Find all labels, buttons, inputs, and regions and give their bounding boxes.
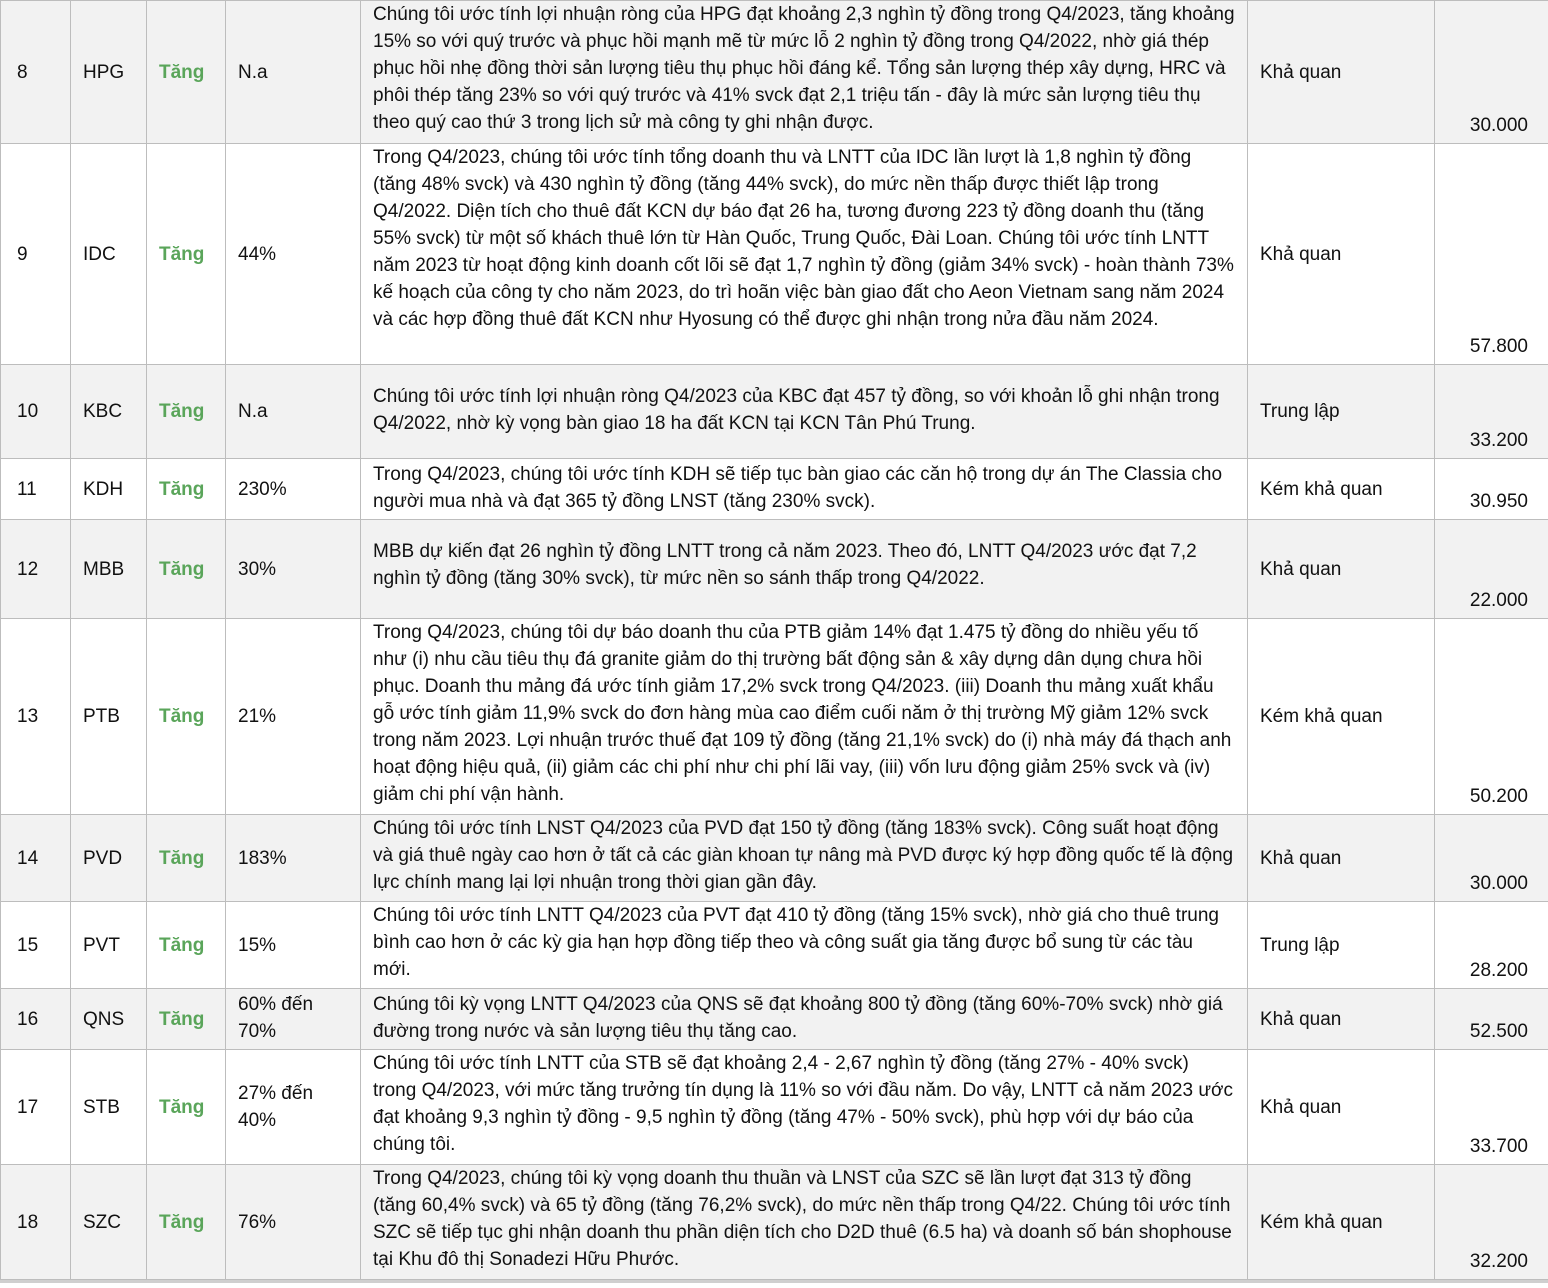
ticker-cell: QNS bbox=[71, 989, 147, 1050]
rating-cell: Khả quan bbox=[1248, 815, 1435, 902]
price-cell: 30.000 bbox=[1435, 815, 1548, 902]
ticker-cell: PVT bbox=[71, 902, 147, 989]
ticker-cell: KDH bbox=[71, 459, 147, 520]
rating-cell: Trung lập bbox=[1248, 902, 1435, 989]
row-number: 16 bbox=[1, 989, 71, 1050]
trend-cell: Tăng bbox=[147, 365, 226, 459]
price-cell: 33.200 bbox=[1435, 365, 1548, 459]
rating-cell: Khả quan bbox=[1248, 144, 1435, 365]
row-number: 15 bbox=[1, 902, 71, 989]
trend-cell: Tăng bbox=[147, 989, 226, 1050]
trend-cell: Tăng bbox=[147, 144, 226, 365]
row-number: 17 bbox=[1, 1050, 71, 1165]
rating-cell: Kém khả quan bbox=[1248, 459, 1435, 520]
growth-cell: 183% bbox=[226, 815, 361, 902]
ticker-cell: PVD bbox=[71, 815, 147, 902]
table-row bbox=[1, 902, 1548, 989]
trend-cell: Tăng bbox=[147, 619, 226, 815]
table-row bbox=[1, 815, 1548, 902]
ticker-cell: HPG bbox=[71, 1, 147, 144]
growth-cell: 76% bbox=[226, 1165, 361, 1280]
price-cell: 22.000 bbox=[1435, 520, 1548, 619]
table-row bbox=[1, 520, 1548, 619]
table-row bbox=[1, 1050, 1548, 1165]
price-cell: 28.200 bbox=[1435, 902, 1548, 989]
description-cell: Trong Q4/2023, chúng tôi ước tính KDH sẽ tiếp tục bàn giao các căn hộ trong dự án The Classia cho người mua nhà và đạt 365 tỷ đồng LNST (tăng 230% svck). bbox=[361, 459, 1248, 520]
description-cell: Chúng tôi ước tính lợi nhuận ròng Q4/2023 của KBC đạt 457 tỷ đồng, so với khoản lỗ ghi nhận trong Q4/2022, nhờ kỳ vọng bàn giao 18 ha đất KCN tại KCN Tân Phú Trung. bbox=[361, 365, 1248, 459]
trend-cell: Tăng bbox=[147, 1050, 226, 1165]
trend-cell: Tăng bbox=[147, 520, 226, 619]
growth-cell: N.a bbox=[226, 1, 361, 144]
growth-cell: 60% đến 70% bbox=[226, 989, 361, 1050]
row-number: 10 bbox=[1, 365, 71, 459]
rating-cell: Kém khả quan bbox=[1248, 619, 1435, 815]
growth-cell: 44% bbox=[226, 144, 361, 365]
ticker-cell: IDC bbox=[71, 144, 147, 365]
price-cell: 50.200 bbox=[1435, 619, 1548, 815]
table-row bbox=[1, 1, 1548, 144]
ticker-cell: STB bbox=[71, 1050, 147, 1165]
table-row bbox=[1, 365, 1548, 459]
description-cell: Chúng tôi ước tính LNST Q4/2023 của PVD đạt 150 tỷ đồng (tăng 183% svck). Công suất hoạt động và giá thuê ngày cao hơn ở tất cả các giàn khoan tự nâng mà PVD được ký hợp đồng quốc tế là động lực chính mang lại lợi nhuận trong thời gian gần đây. bbox=[361, 815, 1248, 902]
description-cell: Chúng tôi ước tính lợi nhuận ròng của HPG đạt khoảng 2,3 nghìn tỷ đồng trong Q4/2023, tăng khoảng 15% so với quý trước và phục hồi mạnh mẽ từ mức lỗ 2 nghìn tỷ đồng trong Q4/2022, nhờ giá thép phục hồi nhẹ đồng thời sản lượng tiêu thụ phục hồi đáng kể. Tổng sản lượng thép xây dựng, HRC và phôi thép tăng 23% so với quý trước và 41% svck đạt 2,1 triệu tấn - đây là mức sản lượng tiêu thụ theo quý cao thứ 3 trong lịch sử mà công ty ghi nhận được. bbox=[361, 1, 1248, 144]
row-number: 14 bbox=[1, 815, 71, 902]
price-cell: 33.700 bbox=[1435, 1050, 1548, 1165]
row-number: 18 bbox=[1, 1165, 71, 1280]
ticker-cell: SZC bbox=[71, 1165, 147, 1280]
table-row bbox=[1, 459, 1548, 520]
table-row bbox=[1, 144, 1548, 365]
table-row bbox=[1, 619, 1548, 815]
growth-cell: N.a bbox=[226, 365, 361, 459]
rating-cell: Khả quan bbox=[1248, 1, 1435, 144]
row-number: 13 bbox=[1, 619, 71, 815]
row-separator bbox=[0, 1280, 1548, 1283]
growth-cell: 15% bbox=[226, 902, 361, 989]
description-cell: Chúng tôi ước tính LNTT Q4/2023 của PVT đạt 410 tỷ đồng (tăng 15% svck), nhờ giá cho thuê trung bình cao hơn ở các kỳ gia hạn hợp đồng tiếp theo và công suất gia tăng được bổ sung từ các tàu mới. bbox=[361, 902, 1248, 989]
ticker-cell: PTB bbox=[71, 619, 147, 815]
trend-cell: Tăng bbox=[147, 1, 226, 144]
description-cell: Chúng tôi kỳ vọng LNTT Q4/2023 của QNS sẽ đạt khoảng 800 tỷ đồng (tăng 60%-70% svck) nhờ giá đường trong nước và sản lượng tiêu thụ tăng cao. bbox=[361, 989, 1248, 1050]
rating-cell: Khả quan bbox=[1248, 1050, 1435, 1165]
description-cell: Trong Q4/2023, chúng tôi dự báo doanh thu của PTB giảm 14% đạt 1.475 tỷ đồng do nhiều yếu tố như (i) nhu cầu tiêu thụ đá granite giảm do thị trường bất động sản & xây dựng dân dụng chưa hồi phục. Doanh thu mảng đá ước tính giảm 17,2% svck trong Q4/2023. (iii) Doanh thu mảng xuất khẩu gỗ ước tính giảm 11,9% svck do đơn hàng mùa cao điểm cuối năm ở thị trường Mỹ giảm 12% svck trong năm 2023. Lợi nhuận trước thuế đạt 109 tỷ đồng (tăng 21,1% svck) do (i) nhà máy đá thạch anh hoạt động hiệu quả, (ii) giảm các chi phí như chi phí lãi vay, (iii) vốn lưu động giảm 25% svck và (iv) giảm chi phí vận hành. bbox=[361, 619, 1248, 815]
growth-cell: 27% đến 40% bbox=[226, 1050, 361, 1165]
trend-cell: Tăng bbox=[147, 815, 226, 902]
growth-cell: 230% bbox=[226, 459, 361, 520]
row-number: 11 bbox=[1, 459, 71, 520]
price-cell: 32.200 bbox=[1435, 1165, 1548, 1280]
price-cell: 52.500 bbox=[1435, 989, 1548, 1050]
ticker-cell: KBC bbox=[71, 365, 147, 459]
growth-cell: 21% bbox=[226, 619, 361, 815]
description-cell: Trong Q4/2023, chúng tôi ước tính tổng doanh thu và LNTT của IDC lần lượt là 1,8 nghìn tỷ đồng (tăng 48% svck) và 430 nghìn tỷ đồng (tăng 44% svck), do mức nền thấp được thiết lập trong Q4/2022. Diện tích cho thuê đất KCN dự báo đạt 26 ha, tương đương 223 tỷ đồng doanh thu (tăng 55% svck) từ một số khách thuê lớn từ Hàn Quốc, Trung Quốc, Đài Loan. Chúng tôi ước tính LNTT năm 2023 từ hoạt động kinh doanh cốt lõi sẽ đạt 1,7 nghìn tỷ đồng (giảm 34% svck) - hoàn thành 73% kế hoạch của công ty cho năm 2023, do trì hoãn việc bàn giao đất cho Aeon Vietnam sang năm 2024 và các hợp đồng thuê đất KCN như Hyosung có thể được ghi nhận trong nửa đầu năm 2024. bbox=[361, 144, 1248, 365]
ticker-cell: MBB bbox=[71, 520, 147, 619]
row-number: 8 bbox=[1, 1, 71, 144]
description-cell: Trong Q4/2023, chúng tôi kỳ vọng doanh thu thuần và LNST của SZC sẽ lần lượt đạt 313 tỷ đồng (tăng 60,4% svck) và 65 tỷ đồng (tăng 76,2% svck), do mức nền thấp trong Q4/22. Chúng tôi ước tính SZC sẽ tiếp tục ghi nhận doanh thu phần diện tích cho D2D thuê (6.5 ha) và doanh số bán shophouse tại Khu đô thị Sonadezi Hữu Phước. bbox=[361, 1165, 1248, 1280]
description-cell: MBB dự kiến đạt 26 nghìn tỷ đồng LNTT trong cả năm 2023. Theo đó, LNTT Q4/2023 ước đạt 7,2 nghìn tỷ đồng (tăng 30% svck), từ mức nền so sánh thấp trong Q4/2022. bbox=[361, 520, 1248, 619]
rating-cell: Kém khả quan bbox=[1248, 1165, 1435, 1280]
trend-cell: Tăng bbox=[147, 459, 226, 520]
trend-cell: Tăng bbox=[147, 1165, 226, 1280]
rating-cell: Khả quan bbox=[1248, 989, 1435, 1050]
rating-cell: Khả quan bbox=[1248, 520, 1435, 619]
price-cell: 30.950 bbox=[1435, 459, 1548, 520]
trend-cell: Tăng bbox=[147, 902, 226, 989]
price-cell: 57.800 bbox=[1435, 144, 1548, 365]
row-number: 9 bbox=[1, 144, 71, 365]
rating-cell: Trung lập bbox=[1248, 365, 1435, 459]
description-cell: Chúng tôi ước tính LNTT của STB sẽ đạt khoảng 2,4 - 2,67 nghìn tỷ đồng (tăng 27% - 40% svck) trong Q4/2023, với mức tăng trưởng tín dụng là 11% so với đầu năm. Do vậy, LNTT cả năm 2023 ước đạt khoảng 9,3 nghìn tỷ đồng - 9,5 nghìn tỷ đồng (tăng 47% - 50% svck), phù hợp với dự báo của chúng tôi. bbox=[361, 1050, 1248, 1165]
price-cell: 30.000 bbox=[1435, 1, 1548, 144]
table-row bbox=[1, 989, 1548, 1050]
growth-cell: 30% bbox=[226, 520, 361, 619]
table-row bbox=[1, 1165, 1548, 1280]
row-number: 12 bbox=[1, 520, 71, 619]
